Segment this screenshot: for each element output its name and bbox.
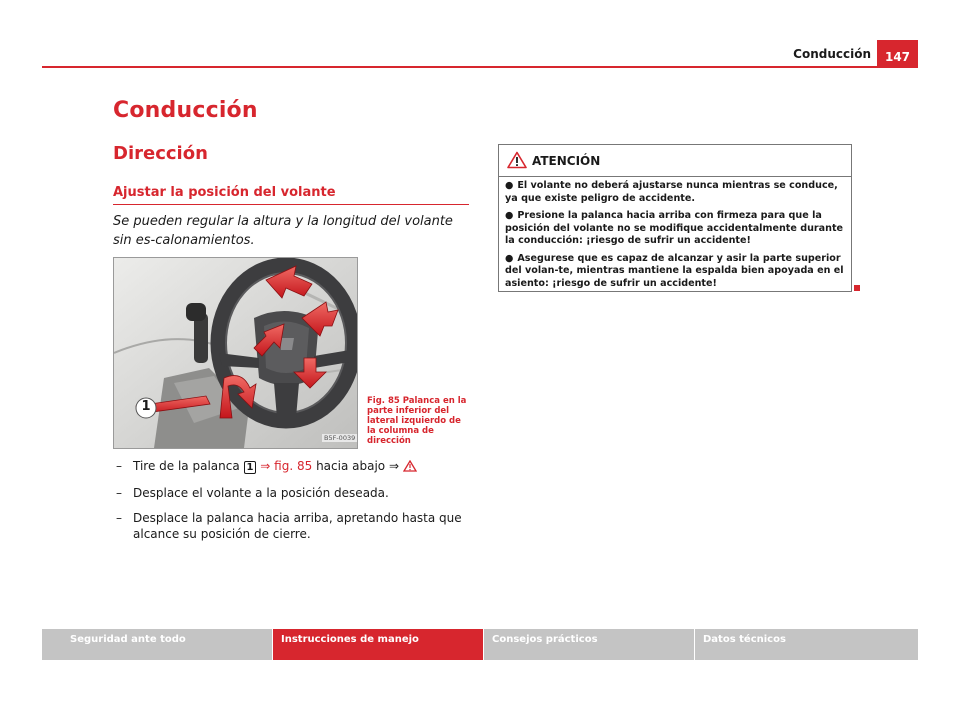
attention-title: ATENCIÓN bbox=[532, 154, 601, 168]
attention-item: ● El volante no deberá ajustarse nunca mientras se conduce, ya que existe peligro de accidente. bbox=[505, 180, 838, 204]
tab-instrucciones-de-manejo[interactable]: Instrucciones de manejo bbox=[273, 629, 483, 660]
figure-callout-1: 1 bbox=[141, 399, 151, 414]
attention-body bbox=[505, 180, 845, 295]
chapter-title: Conducción bbox=[113, 98, 258, 123]
figure-code: B5F-0039 bbox=[324, 434, 356, 442]
steering-wheel-illustration bbox=[114, 258, 357, 448]
step-3-text: Desplace la palanca hacia arriba, apretando hasta que alcance su posición de cierre. bbox=[133, 511, 462, 541]
step-1 bbox=[116, 458, 471, 474]
step-3 bbox=[116, 510, 471, 542]
attention-item: ● Presione la palanca hacia arriba con firmeza para que la posición del volante no se modifique accidentalmente durante la conducción: ¡riesgo de sufrir un accidente! bbox=[505, 210, 844, 246]
running-header-section: Conducción bbox=[793, 47, 871, 61]
tab-consejos-practicos[interactable]: Consejos prácticos bbox=[484, 629, 694, 660]
tab-seguridad-ante-todo[interactable]: Seguridad ante todo bbox=[42, 629, 272, 660]
section-title: Dirección bbox=[113, 143, 208, 164]
subsection-title: Ajustar la posición del volante bbox=[113, 185, 336, 200]
attention-header bbox=[499, 145, 851, 177]
page-number: 147 bbox=[877, 40, 918, 68]
attention-item: ● Asegurese que es capaz de alcanzar y asir la parte superior del volan-te, mientras mantiene la espalda bien apoyada en el asiento: ¡riesgo de sufrir un accidente! bbox=[505, 252, 844, 289]
figure-reference-link[interactable]: ⇒ fig. 85 bbox=[256, 459, 313, 473]
step-dash: – bbox=[116, 486, 122, 500]
warning-triangle-icon[interactable] bbox=[403, 460, 417, 472]
step-2-text: Desplace el volante a la posición deseada. bbox=[133, 486, 389, 500]
section-end-marker bbox=[854, 285, 860, 291]
step-dash: – bbox=[116, 511, 122, 525]
attention-box bbox=[498, 144, 852, 292]
lever-number-badge: 1 bbox=[244, 461, 257, 474]
tab-datos-tecnicos[interactable]: Datos técnicos bbox=[695, 629, 918, 660]
step-dash: – bbox=[116, 459, 122, 473]
steering-wheel-figure bbox=[113, 257, 358, 449]
figure-caption: Fig. 85 Palanca en la parte inferior del lateral izquierdo de la columna de dirección bbox=[367, 396, 467, 446]
subsection-rule bbox=[113, 204, 469, 205]
header-rule bbox=[42, 66, 918, 68]
step-2 bbox=[116, 485, 471, 501]
step-1-text: Tire de la palanca bbox=[133, 459, 244, 473]
warning-triangle-icon bbox=[507, 151, 527, 169]
intro-paragraph: Se pueden regular la altura y la longitud del volante sin es-calonamientos. bbox=[113, 214, 453, 248]
step-1-text-end: hacia abajo ⇒ bbox=[312, 459, 403, 473]
